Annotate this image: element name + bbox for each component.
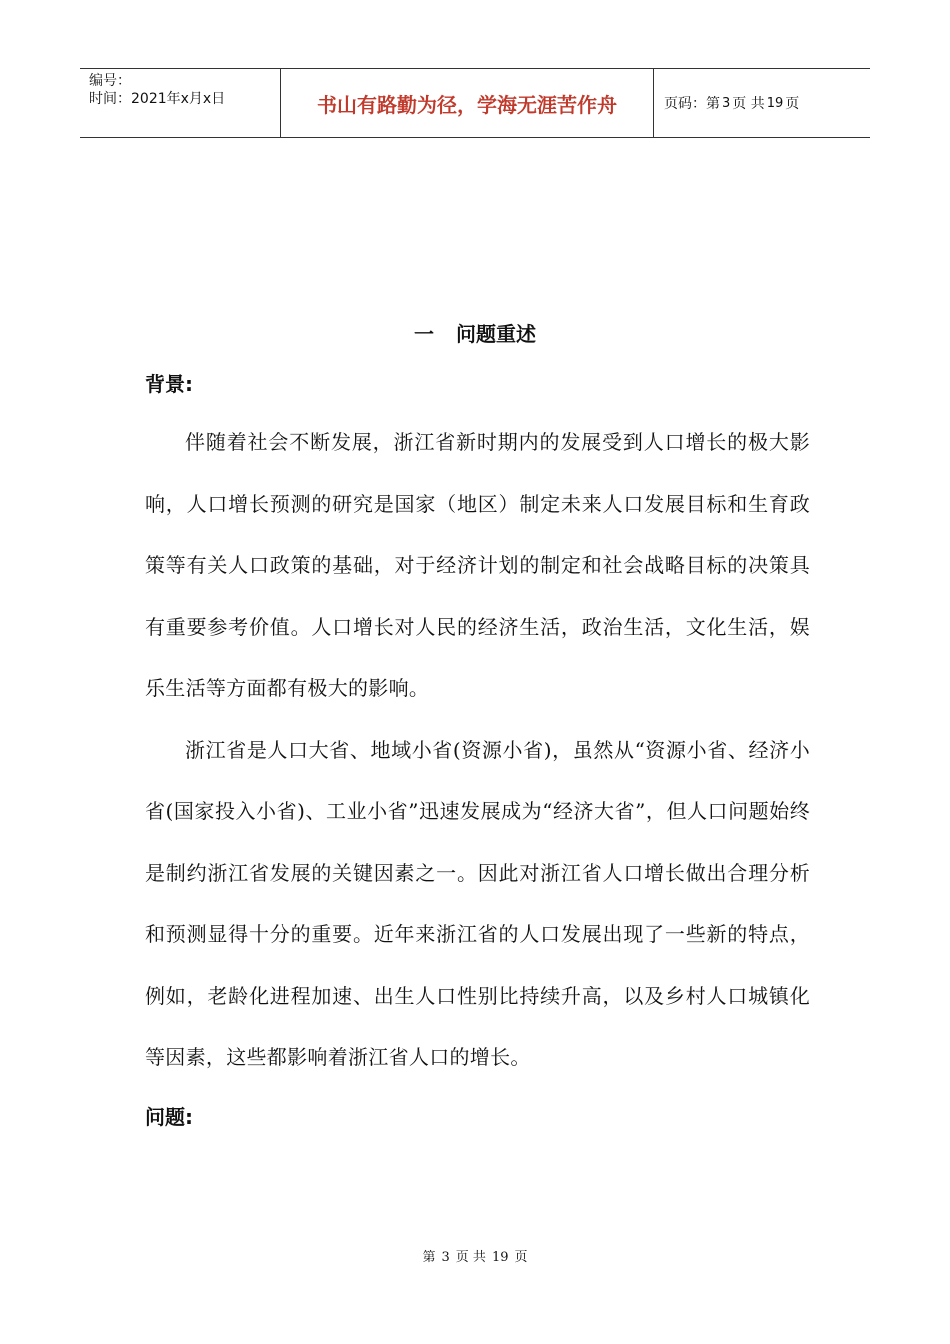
background-paragraph-2: 浙江省是人口大省、地域小省(资源小省)，虽然从“资源小省、经济小省(国家投入小省)、工业小省”迅速发展成为“经济大省”，但人口问题始终是制约浙江省发展的关键因素之一。因此对浙江省人口增长做出合理分析和预测显得十分的重要。近年来浙江省的人口发展出现了一些新的特点，例如，老龄化进程加速、出生人口性别比持续升高，以及乡村人口城镇化等因素，这些都影响着浙江省人口的增长。 bbox=[145, 737, 810, 1069]
code-label: 编号： bbox=[89, 73, 131, 89]
background-paragraph-1: 伴随着社会不断发展，浙江省新时期内的发展受到人口增长的极大影响，人口增长预测的研究是国家（地区）制定未来人口发展目标和生育政策等有关人口政策的基础，对于经济计划的制定和社会战略目标的决策具有重要参考价值。人口增长对人民的经济生活，政治生活，文化生活，娱乐生活等方面都有极大的影响。 bbox=[145, 430, 810, 700]
footer-total: 19 bbox=[491, 1250, 509, 1265]
section-number: 一 bbox=[414, 322, 434, 346]
page-prefix: 页码：第 bbox=[664, 96, 720, 112]
time-label: 时间：2021年x月x日 bbox=[89, 91, 226, 107]
header-motto: 书山有路勤为径，学海无涯苦作舟 bbox=[281, 69, 654, 137]
page-current: 3 bbox=[722, 95, 731, 111]
page-footer bbox=[0, 1246, 950, 1265]
footer-prefix: 第 bbox=[422, 1250, 436, 1265]
header-meta bbox=[80, 69, 281, 137]
page-header bbox=[80, 68, 870, 138]
page-suffix: 页 bbox=[785, 96, 800, 112]
page-mid: 页 共 bbox=[732, 96, 765, 112]
section-title-text: 问题重述 bbox=[456, 322, 536, 346]
footer-suffix: 页 bbox=[514, 1250, 528, 1265]
page-total: 19 bbox=[766, 95, 784, 111]
document-body bbox=[145, 356, 810, 1145]
background-heading: 背景: bbox=[145, 372, 193, 396]
footer-current: 3 bbox=[441, 1250, 450, 1265]
header-page-info bbox=[654, 69, 870, 137]
footer-mid: 页 共 bbox=[455, 1250, 486, 1265]
section-title bbox=[0, 318, 950, 347]
problem-heading: 问题: bbox=[145, 1104, 193, 1129]
